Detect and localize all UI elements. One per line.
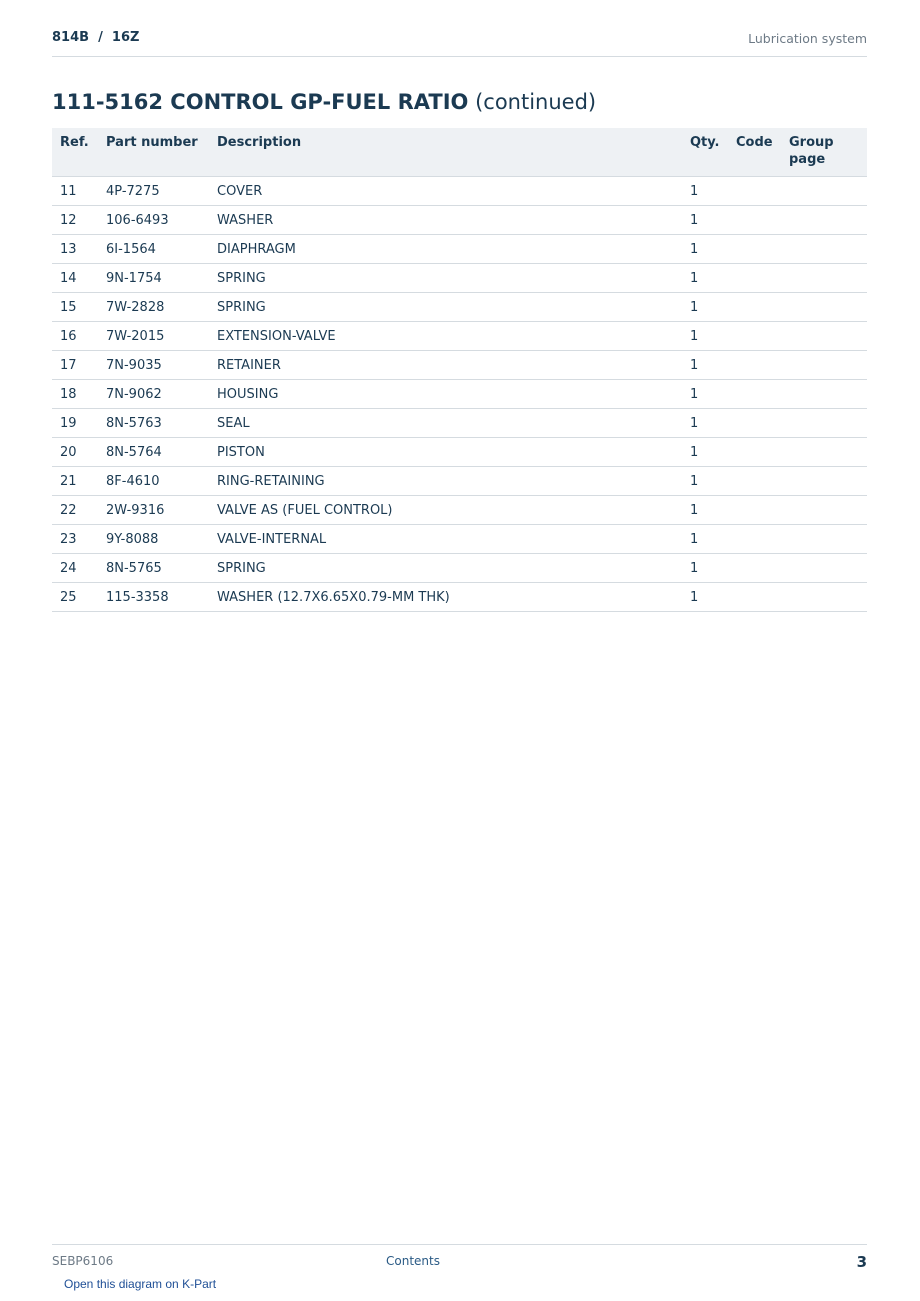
cell-ref: 22 [52, 496, 98, 525]
cell-ref: 14 [52, 264, 98, 293]
cell-qty: 1 [682, 264, 728, 293]
cell-qty: 1 [682, 177, 728, 206]
cell-code [728, 293, 781, 322]
cell-description: RING-RETAINING [209, 467, 682, 496]
cell-part-number: 8F-4610 [98, 467, 209, 496]
cell-description: DIAPHRAGM [209, 235, 682, 264]
cell-part-number: 106-6493 [98, 206, 209, 235]
table-row [52, 409, 867, 438]
cell-ref: 24 [52, 554, 98, 583]
cell-code [728, 235, 781, 264]
cell-group-page [781, 409, 867, 438]
cell-code [728, 409, 781, 438]
parts-table [52, 128, 867, 612]
cell-part-number: 7N-9035 [98, 351, 209, 380]
continued-label: (continued) [475, 90, 597, 114]
contents-link[interactable]: Contents [386, 1254, 440, 1268]
table-row [52, 554, 867, 583]
section-name: Lubrication system [748, 31, 867, 46]
header-part-number: Part number [98, 128, 209, 177]
cell-code [728, 467, 781, 496]
cell-part-number: 9N-1754 [98, 264, 209, 293]
cell-description: EXTENSION-VALVE [209, 322, 682, 351]
cell-group-page [781, 322, 867, 351]
cell-group-page [781, 235, 867, 264]
cell-group-page [781, 206, 867, 235]
cell-part-number: 2W-9316 [98, 496, 209, 525]
cell-qty: 1 [682, 235, 728, 264]
cell-code [728, 525, 781, 554]
header-code: Code [728, 128, 781, 177]
cell-code [728, 206, 781, 235]
cell-part-number: 8N-5764 [98, 438, 209, 467]
header-ref: Ref. [52, 128, 98, 177]
cell-ref: 15 [52, 293, 98, 322]
cell-code [728, 438, 781, 467]
cell-ref: 21 [52, 467, 98, 496]
cell-ref: 17 [52, 351, 98, 380]
cell-group-page [781, 264, 867, 293]
cell-group-page [781, 293, 867, 322]
cell-group-page [781, 177, 867, 206]
cell-part-number: 8N-5763 [98, 409, 209, 438]
cell-part-number: 7W-2828 [98, 293, 209, 322]
cell-code [728, 264, 781, 293]
cell-code [728, 351, 781, 380]
cell-part-number: 7W-2015 [98, 322, 209, 351]
cell-description: VALVE AS (FUEL CONTROL) [209, 496, 682, 525]
cell-qty: 1 [682, 525, 728, 554]
cell-qty: 1 [682, 496, 728, 525]
table-row [52, 322, 867, 351]
cell-group-page [781, 583, 867, 612]
table-row [52, 235, 867, 264]
machine-model: 814B / 16Z [52, 30, 140, 45]
cell-qty: 1 [682, 467, 728, 496]
cell-description: WASHER (12.7X6.65X0.79-MM THK) [209, 583, 682, 612]
cell-description: SPRING [209, 293, 682, 322]
cell-code [728, 583, 781, 612]
cell-description: SPRING [209, 264, 682, 293]
page-header [52, 0, 867, 57]
table-row [52, 583, 867, 612]
cell-qty: 1 [682, 293, 728, 322]
document-id: SEBP6106 [52, 1254, 114, 1268]
cell-qty: 1 [682, 438, 728, 467]
cell-ref: 23 [52, 525, 98, 554]
cell-code [728, 496, 781, 525]
cell-qty: 1 [682, 409, 728, 438]
page-title [52, 90, 596, 114]
header-qty-label: Qty. [690, 135, 720, 150]
cell-group-page [781, 351, 867, 380]
cell-qty: 1 [682, 322, 728, 351]
header-description: Description [209, 128, 682, 177]
cell-group-page [781, 380, 867, 409]
cell-description: SEAL [209, 409, 682, 438]
cell-qty: 1 [682, 351, 728, 380]
table-row [52, 438, 867, 467]
table-row [52, 525, 867, 554]
cell-ref: 11 [52, 177, 98, 206]
cell-ref: 25 [52, 583, 98, 612]
cell-description: PISTON [209, 438, 682, 467]
cell-group-page [781, 438, 867, 467]
cell-qty: 1 [682, 206, 728, 235]
page-number: 3 [856, 1253, 867, 1271]
table-row [52, 177, 867, 206]
table-row [52, 293, 867, 322]
table-row [52, 264, 867, 293]
cell-qty: 1 [682, 554, 728, 583]
cell-code [728, 177, 781, 206]
cell-group-page [781, 554, 867, 583]
cell-part-number: 6I-1564 [98, 235, 209, 264]
cell-ref: 12 [52, 206, 98, 235]
cell-part-number: 9Y-8088 [98, 525, 209, 554]
cell-group-page [781, 467, 867, 496]
table-header-row [52, 128, 867, 177]
table-row [52, 351, 867, 380]
table-row [52, 380, 867, 409]
cell-code [728, 322, 781, 351]
cell-description: RETAINER [209, 351, 682, 380]
cell-qty: 1 [682, 583, 728, 612]
open-diagram-link[interactable]: Open this diagram on K-Part [64, 1277, 217, 1291]
cell-code [728, 554, 781, 583]
cell-description: WASHER [209, 206, 682, 235]
page-footer [52, 1244, 867, 1301]
cell-code [728, 380, 781, 409]
header-qty [682, 128, 728, 177]
cell-part-number: 8N-5765 [98, 554, 209, 583]
cell-ref: 16 [52, 322, 98, 351]
cell-description: HOUSING [209, 380, 682, 409]
cell-part-number: 115-3358 [98, 583, 209, 612]
cell-ref: 13 [52, 235, 98, 264]
cell-qty: 1 [682, 380, 728, 409]
cell-group-page [781, 496, 867, 525]
cell-group-page [781, 525, 867, 554]
cell-part-number: 4P-7275 [98, 177, 209, 206]
group-title: 111-5162 CONTROL GP-FUEL RATIO [52, 90, 469, 114]
parts-table-body [52, 177, 867, 612]
cell-description: SPRING [209, 554, 682, 583]
cell-description: VALVE-INTERNAL [209, 525, 682, 554]
cell-description: COVER [209, 177, 682, 206]
table-row [52, 496, 867, 525]
cell-ref: 18 [52, 380, 98, 409]
cell-ref: 19 [52, 409, 98, 438]
table-row [52, 206, 867, 235]
cell-ref: 20 [52, 438, 98, 467]
cell-part-number: 7N-9062 [98, 380, 209, 409]
table-row [52, 467, 867, 496]
header-group-page: Group page [781, 128, 867, 177]
